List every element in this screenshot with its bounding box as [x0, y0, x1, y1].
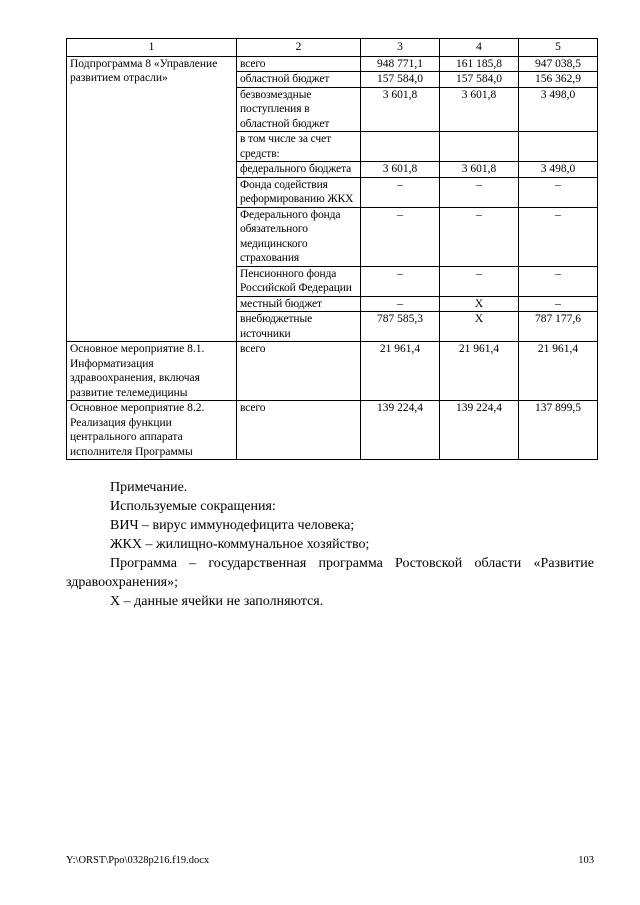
- value-cell: –: [361, 266, 440, 296]
- funding-source-cell: внебюджетные источники: [237, 312, 361, 342]
- value-cell: Х: [440, 296, 519, 312]
- table-row: [67, 342, 598, 401]
- value-cell: 21 961,4: [519, 342, 598, 401]
- funding-source-cell: всего: [237, 56, 361, 72]
- value-cell: 3 498,0: [519, 162, 598, 178]
- value-cell: –: [361, 207, 440, 266]
- funding-source-cell: Федерального фонда обязательного медицинского страхования: [237, 207, 361, 266]
- program-name-cell: Подпрограмма 8 «Управление развитием отрасли»: [67, 56, 237, 342]
- value-cell: 3 498,0: [519, 87, 598, 132]
- value-cell: [440, 132, 519, 162]
- value-cell: 21 961,4: [361, 342, 440, 401]
- funding-source-cell: местный бюджет: [237, 296, 361, 312]
- value-cell: 139 224,4: [440, 401, 519, 460]
- note-item: Х – данные ячейки не заполняются.: [110, 594, 324, 609]
- value-cell: –: [440, 266, 519, 296]
- value-cell: –: [519, 177, 598, 207]
- value-cell: 3 601,8: [361, 87, 440, 132]
- note-item: Программа – государственная программа Ростовской области «Развитие здравоохранения»;: [66, 556, 594, 590]
- value-cell: –: [361, 177, 440, 207]
- value-cell: –: [440, 177, 519, 207]
- value-cell: –: [519, 266, 598, 296]
- column-header: 3: [361, 39, 440, 57]
- value-cell: 3 601,8: [361, 162, 440, 178]
- program-name-cell: Основное мероприятие 8.2. Реализация функции центрального аппарата исполнителя Программы: [67, 401, 237, 460]
- value-cell: 787 177,6: [519, 312, 598, 342]
- value-cell: 21 961,4: [440, 342, 519, 401]
- value-cell: 139 224,4: [361, 401, 440, 460]
- value-cell: –: [519, 296, 598, 312]
- value-cell: [361, 132, 440, 162]
- value-cell: 156 362,9: [519, 72, 598, 88]
- column-header: 1: [67, 39, 237, 57]
- value-cell: –: [519, 207, 598, 266]
- notes-title: Примечание.: [110, 480, 188, 495]
- value-cell: –: [361, 296, 440, 312]
- funding-source-cell: Пенсионного фонда Российской Федерации: [237, 266, 361, 296]
- table-header-row: [67, 39, 598, 57]
- value-cell: –: [440, 207, 519, 266]
- budget-table: [66, 38, 598, 460]
- value-cell: Х: [440, 312, 519, 342]
- funding-source-cell: в том числе за счет средств:: [237, 132, 361, 162]
- value-cell: 157 584,0: [440, 72, 519, 88]
- value-cell: 948 771,1: [361, 56, 440, 72]
- page-footer: [66, 855, 594, 866]
- column-header: 5: [519, 39, 598, 57]
- funding-source-cell: всего: [237, 401, 361, 460]
- value-cell: 157 584,0: [361, 72, 440, 88]
- notes-intro: Используемые сокращения:: [110, 499, 276, 514]
- column-header: 4: [440, 39, 519, 57]
- value-cell: 137 899,5: [519, 401, 598, 460]
- table-row: [67, 401, 598, 460]
- table-row: [67, 56, 598, 72]
- value-cell: 3 601,8: [440, 87, 519, 132]
- notes-section: [66, 478, 594, 611]
- value-cell: 161 185,8: [440, 56, 519, 72]
- value-cell: 3 601,8: [440, 162, 519, 178]
- funding-source-cell: федерального бюджета: [237, 162, 361, 178]
- column-header: 2: [237, 39, 361, 57]
- funding-source-cell: всего: [237, 342, 361, 401]
- file-path: Y:\ORST\Ppo\0328p216.f19.docx: [66, 855, 210, 866]
- program-name-cell: Основное мероприятие 8.1. Информатизация здравоохранения, включая развитие телемедицины: [67, 342, 237, 401]
- value-cell: [519, 132, 598, 162]
- value-cell: 787 585,3: [361, 312, 440, 342]
- funding-source-cell: безвозмездные поступления в областной бюджет: [237, 87, 361, 132]
- funding-source-cell: областной бюджет: [237, 72, 361, 88]
- page-number: 103: [578, 855, 594, 866]
- value-cell: 947 038,5: [519, 56, 598, 72]
- note-item: ВИЧ – вирус иммунодефицита человека;: [110, 518, 355, 533]
- funding-source-cell: Фонда содействия реформированию ЖКХ: [237, 177, 361, 207]
- note-item: ЖКХ – жилищно-коммунальное хозяйство;: [110, 537, 370, 552]
